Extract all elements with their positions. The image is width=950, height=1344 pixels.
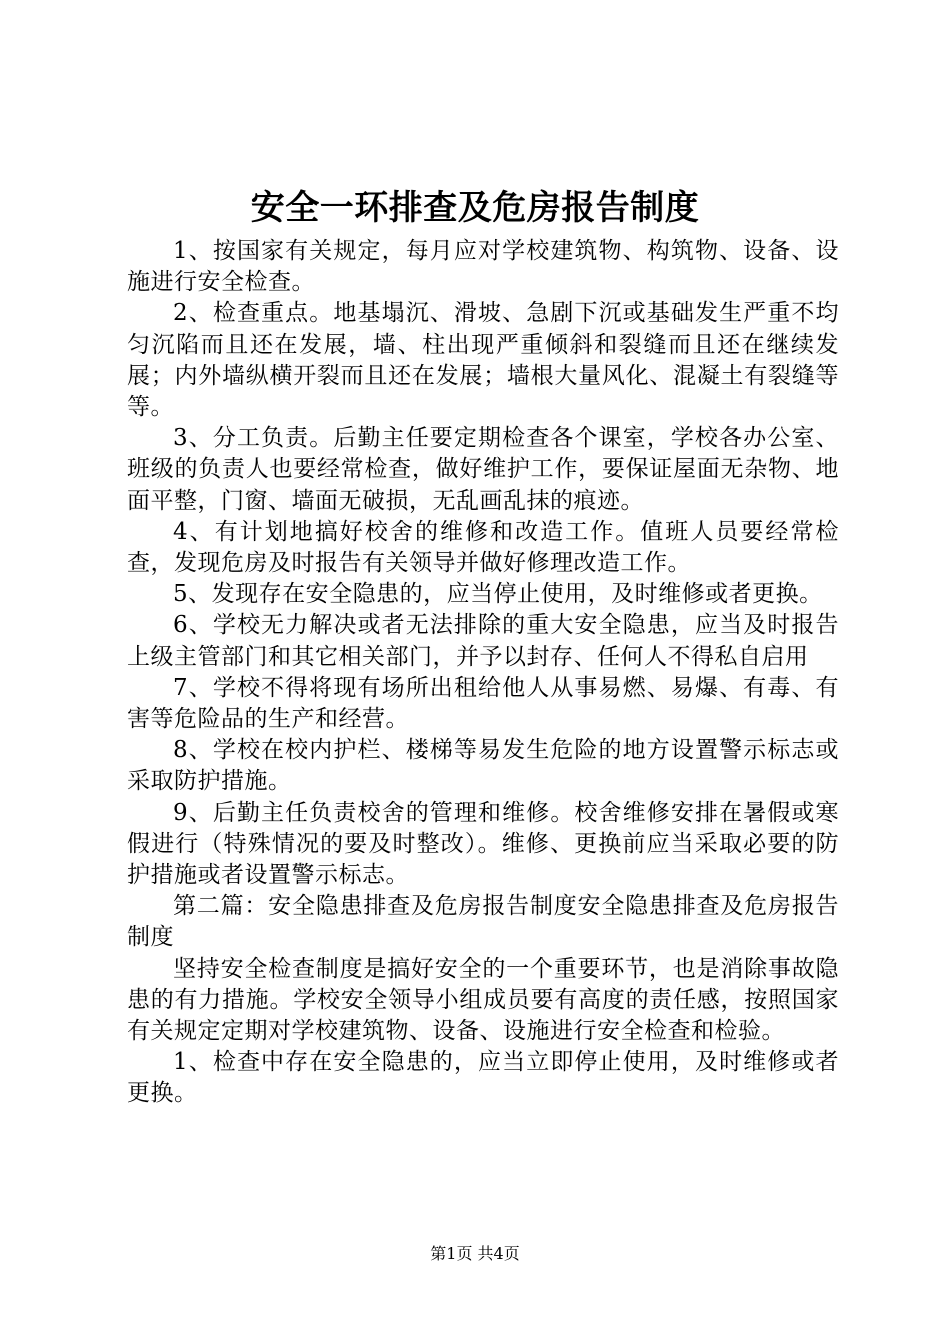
paragraph-intro: 坚持安全检查制度是搞好安全的一个重要环节，也是消除事故隐患的有力措施。学校安全领导小组成员要有高度的责任感，按照国家有关规定定期对学校建筑物、设备、设施进行安全检查和检验。: [127, 955, 839, 1045]
section-heading: 第二篇：安全隐患排查及危房报告制度安全隐患排查及危房报告制度: [127, 893, 839, 951]
paragraph-7: 7、学校不得将现有场所出租给他人从事易燃、易爆、有毒、有害等危险品的生产和经营。: [127, 674, 839, 733]
paragraph-1: 1、按国家有关规定，每月应对学校建筑物、构筑物、设备、设施进行安全检查。: [127, 238, 839, 296]
paragraph-5: 5、发现存在安全隐患的，应当停止使用，及时维修或者更换。: [173, 581, 823, 608]
paragraph-9: 9、后勤主任负责校舍的管理和维修。校舍维修安排在暑假或寒假进行（特殊情况的要及时整改）。维修、更换前应当采取必要的防护措施或者设置警示标志。: [127, 799, 839, 889]
paragraph-10: 1、检查中存在安全隐患的，应当立即停止使用，及时维修或者更换。: [127, 1049, 839, 1107]
paragraph-8: 8、学校在校内护栏、楼梯等易发生危险的地方设置警示标志或采取防护措施。: [127, 737, 839, 795]
paragraph-4: 4、有计划地搞好校舍的维修和改造工作。值班人员要经常检查，发现危房及时报告有关领导并做好修理改造工作。: [127, 518, 839, 577]
page-footer: 第1页 共4页: [430, 1244, 520, 1263]
paragraph-2: 2、检查重点。地基塌沉、滑坡、急剧下沉或基础发生严重不均匀沉陷而且还在发展，墙、柱出现严重倾斜和裂缝而且还在继续发展；内外墙纵横开裂而且还在发展；墙根大量风化、混凝土有裂缝等等。: [127, 300, 839, 421]
document-title: 安全一环排查及危房报告制度: [250, 188, 700, 228]
paragraph-6: 6、学校无力解决或者无法排除的重大安全隐患，应当及时报告上级主管部门和其它相关部门，并予以封存、任何人不得私自启用: [127, 612, 839, 670]
document-body: [127, 236, 839, 1110]
paragraph-3: 3、分工负责。后勤主任要定期检查各个课室，学校各办公室、班级的负责人也要经常检查，做好维护工作，要保证屋面无杂物、地面平整，门窗、墙面无破损，无乱画乱抹的痕迹。: [127, 425, 839, 514]
